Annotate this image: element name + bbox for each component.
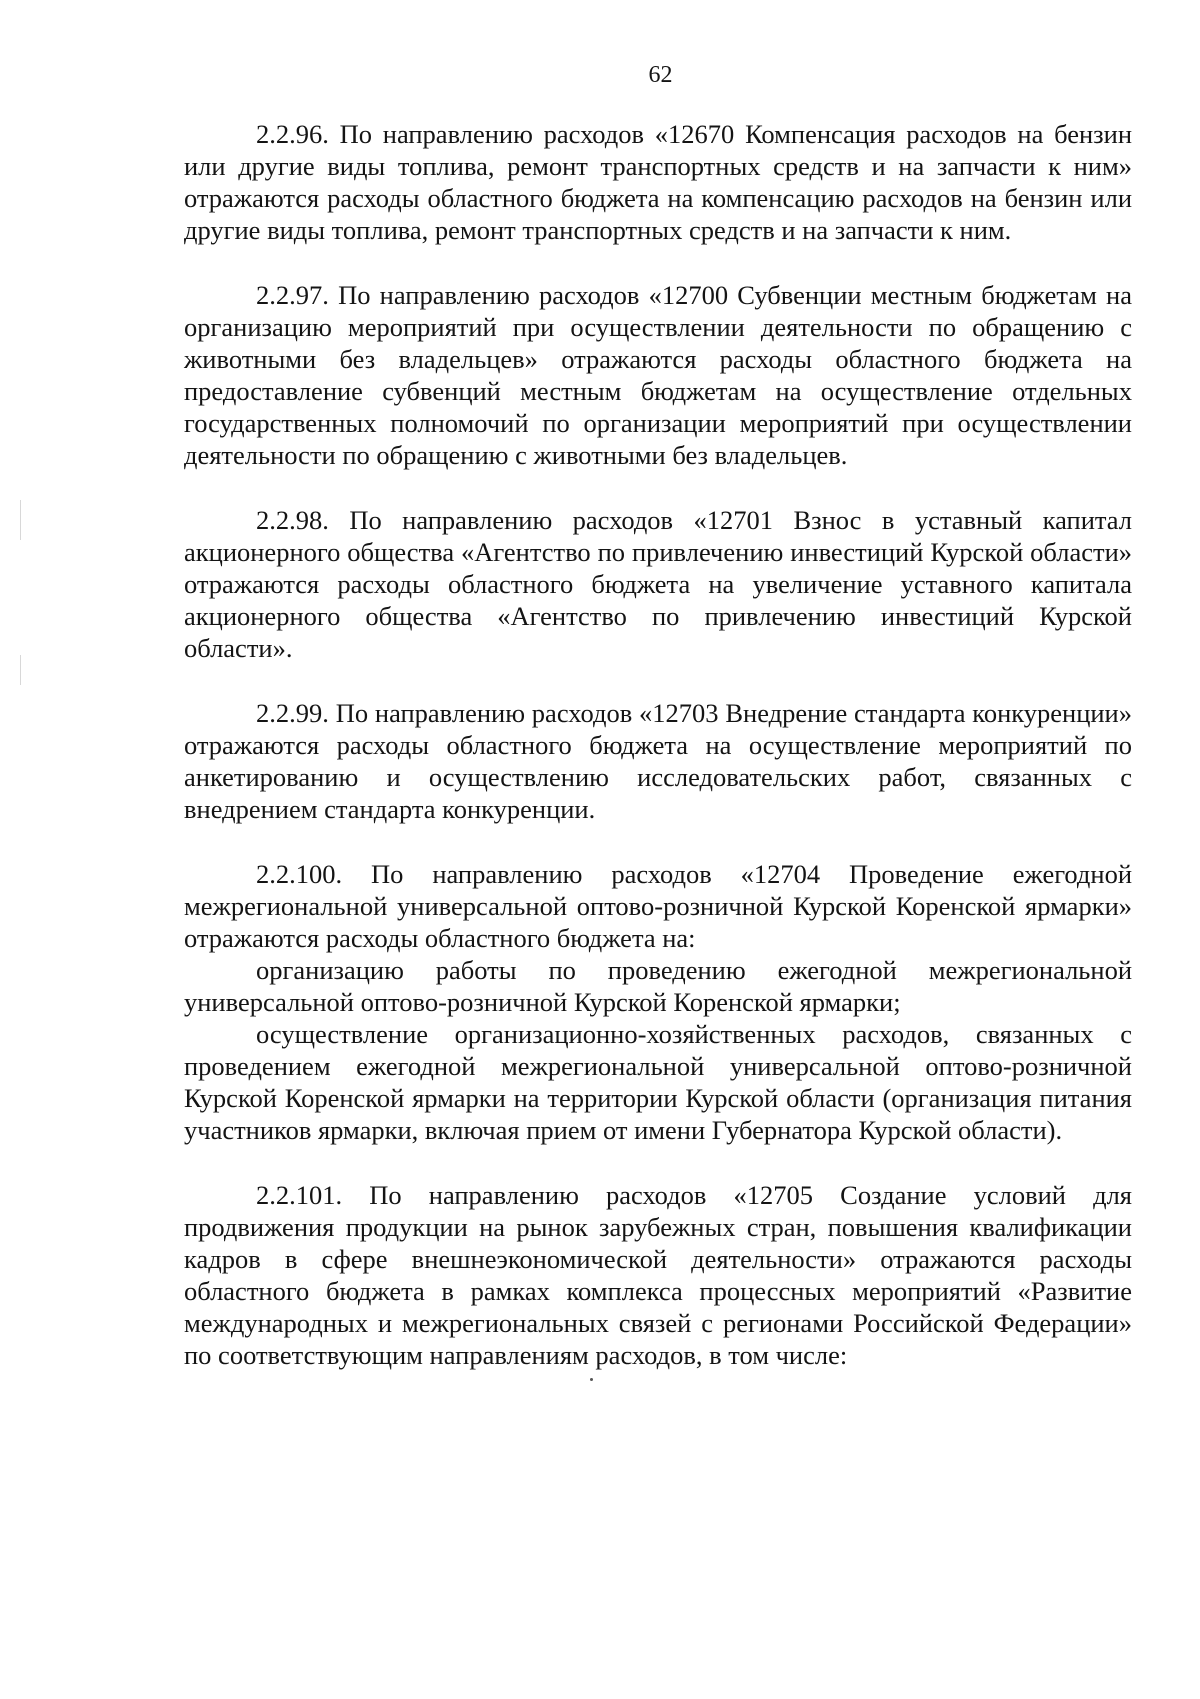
document-body (184, 118, 1132, 1371)
list-item: организацию работы по проведению ежегодной межрегиональной универсальной оптово-розничной Курской Коренской ярмарки; (184, 955, 1132, 1017)
scan-edge-mark (20, 500, 21, 540)
paragraph-2-2-100: 2.2.100. По направлению расходов «12704 Проведение ежегодной межрегиональной универсальной оптово-розничной Курской Коренской ярмарки» отражаются расходы областного бюджета на: (184, 859, 1132, 953)
paragraph-2-2-96: 2.2.96. По направлению расходов «12670 Компенсация расходов на бензин или другие виды топлива, ремонт транспортных средств и на запчасти к ним» отражаются расходы областного бюджета на компенсацию расходов на бензин или другие виды топлива, ремонт транспортных средств и на запчасти к ним. (184, 119, 1132, 245)
paragraph-2-2-98: 2.2.98. По направлению расходов «12701 Взнос в уставный капитал акционерного общества «Агентство по привлечению инвестиций Курской области» отражаются расходы областного бюджета на увеличение уставного капитала акционерного общества «Агентство по привлечению инвестиций Курской области». (184, 505, 1132, 663)
paragraph-2-2-101: 2.2.101. По направлению расходов «12705 Создание условий для продвижения продукции на рынок зарубежных стран, повышения квалификации кадров в сфере внешнеэкономической деятельности» отражаются расходы областного бюджета в рамках комплекса процессных мероприятий «Развитие международных и межрегиональных связей с регионами Российской Федерации» по соответствующим направлениям расходов, в том числе: (184, 1180, 1132, 1370)
list-item: осуществление организационно-хозяйственных расходов, связанных с проведением ежегодной межрегиональной универсальной оптово-розничной Курской Коренской ярмарки на территории Курской области (организация питания участников ярмарки, включая прием от имени Губернатора Курской области). (184, 1019, 1132, 1145)
paragraph-2-2-97: 2.2.97. По направлению расходов «12700 Субвенции местным бюджетам на организацию мероприятий при осуществлении деятельности по обращению с животными без владельцев» отражаются расходы областного бюджета на предоставление субвенций местным бюджетам на осуществление отдельных государственных полномочий по организации мероприятий при осуществлении деятельности по обращению с животными без владельцев. (184, 280, 1132, 470)
page-number: 62 (648, 62, 673, 88)
paragraph-2-2-99: 2.2.99. По направлению расходов «12703 Внедрение стандарта конкуренции» отражаются расходы областного бюджета на осуществление мероприятий по анкетированию и осуществлению исследовательских работ, связанных с внедрением стандарта конкуренции. (184, 698, 1132, 824)
scan-speck (590, 1378, 593, 1381)
scan-edge-mark (20, 655, 21, 685)
